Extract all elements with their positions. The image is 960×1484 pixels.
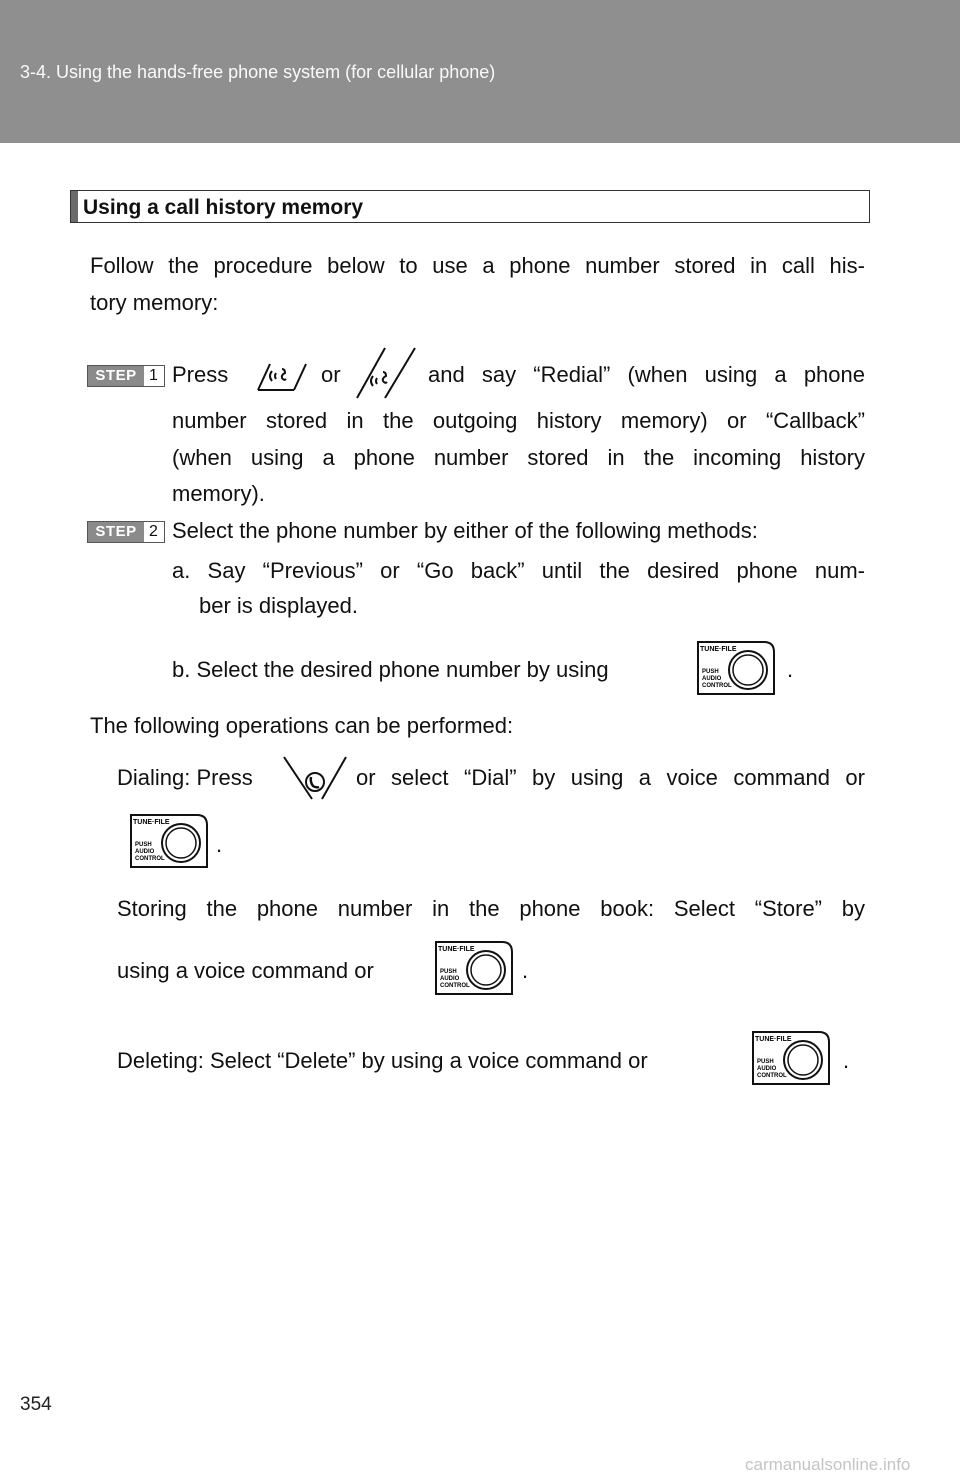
knob-label-2: AUDIO	[440, 976, 460, 982]
dialing-end: .	[216, 832, 223, 857]
step-1-line-1-text: and say “Redial” (when using a phone	[428, 362, 865, 387]
page-header	[0, 0, 960, 143]
knob-label-top: TUNE·FILE	[755, 1036, 792, 1043]
knob-label-3: CONTROL	[135, 856, 165, 862]
header-title: 3-4. Using the hands-free phone system (for cellular phone)	[20, 62, 496, 82]
step-1-line-4: memory).	[172, 481, 265, 506]
intro-line-2: tory memory:	[90, 290, 219, 315]
step-1-line-3	[172, 445, 865, 471]
step-2-badge	[87, 521, 165, 543]
watermark: carmanualsonline.info	[745, 1455, 911, 1474]
dialing-before: Dialing: Press	[117, 765, 253, 790]
step-2-option-a-line-2: ber is displayed.	[199, 593, 358, 618]
operations-heading: The following operations can be performed:	[90, 713, 514, 738]
step-1-line-2	[172, 408, 865, 434]
knob-label-2: AUDIO	[702, 676, 722, 682]
knob-label-3: CONTROL	[440, 983, 470, 989]
intro-line-1: Follow the procedure below to use a phone number stored in call his-	[90, 253, 865, 278]
tune-file-knob-icon	[428, 940, 514, 996]
knob-label-1: PUSH	[702, 669, 719, 675]
storing-line-1	[117, 896, 865, 922]
steering-talk-switch-icon	[355, 346, 419, 400]
knob-label-top: TUNE·FILE	[438, 946, 475, 953]
step-1-line-3-text: (when using a phone number stored in the incoming history	[172, 445, 865, 470]
deleting-end: .	[843, 1048, 850, 1073]
step-2-option-a	[172, 558, 865, 584]
knob-label-3: CONTROL	[757, 1073, 787, 1079]
step-1-or: or	[321, 362, 341, 387]
step-label: STEP	[88, 366, 144, 386]
intro-text	[90, 253, 865, 279]
section-title: Using a call history memory	[83, 196, 364, 219]
step-1-badge	[87, 365, 165, 387]
tune-file-knob-icon	[123, 813, 209, 869]
knob-label-3: CONTROL	[702, 683, 732, 689]
storing-line-2: using a voice command or	[117, 958, 374, 983]
knob-label-1: PUSH	[135, 842, 152, 848]
dialing-after-text: or select “Dial” by using a voice command or	[356, 765, 865, 790]
knob-label-1: PUSH	[757, 1059, 774, 1065]
page-number: 354	[20, 1394, 52, 1415]
step-2-option-b: b. Select the desired phone number by using	[172, 657, 609, 682]
section-heading	[70, 190, 870, 223]
off-hook-switch-icon	[282, 755, 348, 801]
storing-line-1-text: Storing the phone number in the phone book: Select “Store” by	[117, 896, 865, 921]
knob-label-2: AUDIO	[757, 1066, 777, 1072]
knob-label-top: TUNE·FILE	[133, 819, 170, 826]
tune-file-knob-icon	[745, 1030, 831, 1086]
step-number: 2	[149, 523, 158, 540]
knob-label-2: AUDIO	[135, 849, 155, 855]
dialing-after	[356, 765, 865, 791]
talk-switch-icon	[244, 362, 308, 392]
deleting-text: Deleting: Select “Delete” by using a voice command or	[117, 1048, 648, 1073]
step-1-line-1-rest	[428, 362, 865, 388]
knob-label-top: TUNE·FILE	[700, 646, 737, 653]
tune-file-knob-icon	[690, 640, 776, 696]
step-1-press: Press	[172, 362, 229, 387]
storing-end: .	[522, 958, 529, 983]
step-2-option-a-text: a. Say “Previous” or “Go back” until the desired phone num-	[172, 558, 865, 583]
step-2-option-b-end: .	[787, 657, 794, 682]
step-1-line-2-text: number stored in the outgoing history memory) or “Callback”	[172, 408, 865, 433]
step-label: STEP	[88, 522, 144, 542]
step-2-line-1: Select the phone number by either of the following methods:	[172, 518, 758, 543]
step-number: 1	[149, 367, 158, 384]
knob-label-1: PUSH	[440, 969, 457, 975]
